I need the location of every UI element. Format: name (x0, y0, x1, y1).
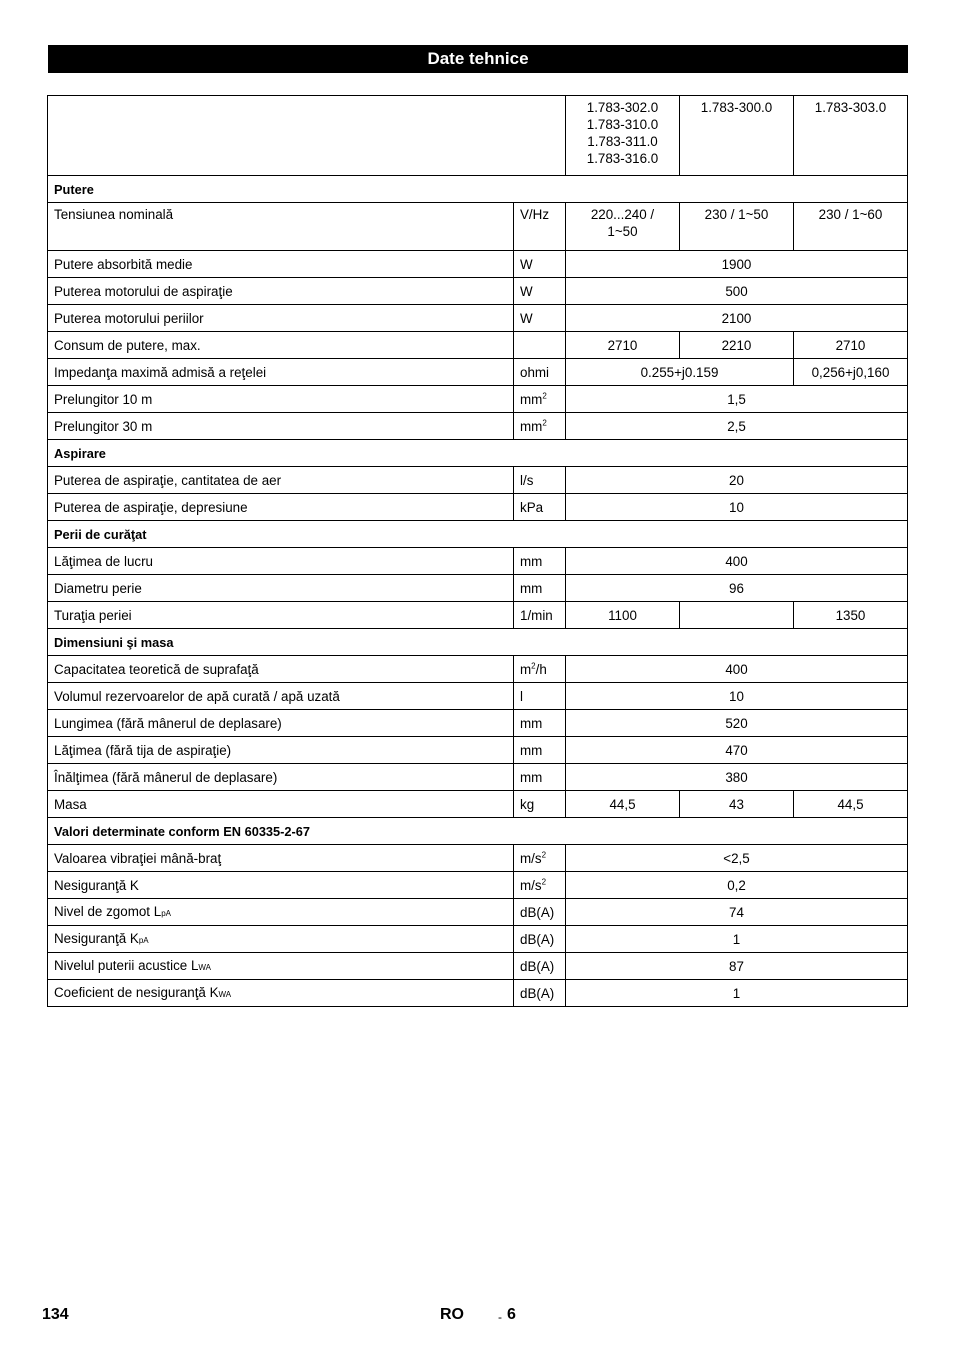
row-value: 1100 (566, 602, 680, 629)
row-unit: ohmi (514, 359, 566, 386)
row-unit: mm (514, 737, 566, 764)
language-code: RO (440, 1306, 464, 1323)
table-row (48, 899, 908, 926)
row-unit: $m^2/h$ (514, 656, 566, 683)
row-label: Prelungitor 30 m (48, 413, 514, 440)
row-label: Nesiguranţă KpA (48, 926, 514, 953)
row-unit: $m/s^2$ (514, 872, 566, 899)
row-value: 230 / 1~50 (680, 203, 794, 251)
table-row (48, 305, 908, 332)
table-row (48, 710, 908, 737)
row-unit: mm (514, 764, 566, 791)
row-value: 44,5 (566, 791, 680, 818)
row-label: Nivelul puterii acustice LWA (48, 953, 514, 980)
table-row (48, 467, 908, 494)
table-row (48, 278, 908, 305)
row-value: 74 (566, 899, 908, 926)
model-header-row (48, 96, 908, 176)
row-label: Puterea motorului periilor (48, 305, 514, 332)
row-value: 96 (566, 575, 908, 602)
row-value: 1350 (794, 602, 908, 629)
row-label: Lungimea (fără mânerul de deplasare) (48, 710, 514, 737)
row-unit (514, 332, 566, 359)
row-value: 500 (566, 278, 908, 305)
table-row (48, 953, 908, 980)
page-title: Date tehnice (48, 45, 908, 73)
row-value: 1900 (566, 251, 908, 278)
row-label: Volumul rezervoarelor de apă curată / apă uzată (48, 683, 514, 710)
row-unit: dB(A) (514, 926, 566, 953)
table-row (48, 359, 908, 386)
row-value: 380 (566, 764, 908, 791)
row-unit: V/Hz (514, 203, 566, 251)
row-label: Nesiguranţă K (48, 872, 514, 899)
row-unit: W (514, 251, 566, 278)
table-row (48, 656, 908, 683)
row-label: Masa (48, 791, 514, 818)
model-number: 1.783-311.0 (587, 134, 658, 149)
row-unit: l (514, 683, 566, 710)
row-unit: 1/min (514, 602, 566, 629)
row-label: Putere absorbită medie (48, 251, 514, 278)
row-value: <2,5 (566, 845, 908, 872)
row-label: Puterea motorului de aspiraţie (48, 278, 514, 305)
table-row (48, 791, 908, 818)
page-number: 134 (42, 1306, 69, 1323)
row-value: 0.255+j0.159 (566, 359, 794, 386)
row-value: 10 (566, 683, 908, 710)
section-heading: Valori determinate conform EN 60335-2-67 (48, 818, 908, 845)
row-unit: dB(A) (514, 953, 566, 980)
table-row (48, 251, 908, 278)
section-heading: Perii de curăţat (48, 521, 908, 548)
row-value: 44,5 (794, 791, 908, 818)
row-value: 220...240 / 1~50 (566, 203, 680, 251)
row-label: Turaţia periei (48, 602, 514, 629)
table-row (48, 872, 908, 899)
row-label: Lăţimea (fără tija de aspiraţie) (48, 737, 514, 764)
row-unit: W (514, 305, 566, 332)
row-value: 400 (566, 656, 908, 683)
model-number: 1.783-310.0 (586, 117, 659, 132)
row-unit: $mm^2$ (514, 413, 566, 440)
row-unit: mm (514, 548, 566, 575)
row-value: 10 (566, 494, 908, 521)
row-label: Tensiunea nominală (48, 203, 514, 251)
row-value: 1 (566, 980, 908, 1007)
row-value (680, 602, 794, 629)
row-label: Puterea de aspiraţie, cantitatea de aer (48, 467, 514, 494)
row-value: 1,5 (566, 386, 908, 413)
section-heading: Putere (48, 176, 908, 203)
row-label: Puterea de aspiraţie, depresiune (48, 494, 514, 521)
row-unit: l/s (514, 467, 566, 494)
row-unit: $m/s^2$ (514, 845, 566, 872)
row-value: 520 (566, 710, 908, 737)
row-label: Consum de putere, max. (48, 332, 514, 359)
section-page-number: 6 (507, 1306, 516, 1323)
row-unit: kPa (514, 494, 566, 521)
table-row (48, 548, 908, 575)
row-value: 400 (566, 548, 908, 575)
model-number: 1.783-302.0 (586, 100, 659, 115)
model-col-3: 1.783-303.0 (794, 96, 908, 176)
page-separator: - (498, 1310, 502, 1324)
row-value: 2710 (794, 332, 908, 359)
table-row (48, 386, 908, 413)
row-label: Coeficient de nesiguranţă KWA (48, 980, 514, 1007)
row-label: Valoarea vibraţiei mână-braţ (48, 845, 514, 872)
row-label: Nivel de zgomot LpA (48, 899, 514, 926)
row-unit: kg (514, 791, 566, 818)
row-unit: dB(A) (514, 980, 566, 1007)
row-value: 20 (566, 467, 908, 494)
row-value: 2710 (566, 332, 680, 359)
row-label: Lăţimea de lucru (48, 548, 514, 575)
table-row (48, 980, 908, 1007)
table-row (48, 413, 908, 440)
row-value: 2100 (566, 305, 908, 332)
section-heading: Dimensiuni şi masa (48, 629, 908, 656)
row-value: 87 (566, 953, 908, 980)
table-row (48, 845, 908, 872)
empty-header-cell (48, 96, 566, 176)
table-row (48, 203, 908, 251)
table-row (48, 332, 908, 359)
model-col-2: 1.783-300.0 (680, 96, 794, 176)
row-unit: W (514, 278, 566, 305)
table-row (48, 575, 908, 602)
row-value: 2210 (680, 332, 794, 359)
row-label: Capacitatea teoretică de suprafaţă (48, 656, 514, 683)
table-row (48, 602, 908, 629)
row-value: 230 / 1~60 (794, 203, 908, 251)
table-row (48, 494, 908, 521)
row-label: Prelungitor 10 m (48, 386, 514, 413)
row-value: 43 (680, 791, 794, 818)
section-heading: Aspirare (48, 440, 908, 467)
technical-data-table (47, 95, 908, 1007)
row-value: 2,5 (566, 413, 908, 440)
row-label: Înălţimea (fără mânerul de deplasare) (48, 764, 514, 791)
row-unit: $mm^2$ (514, 386, 566, 413)
row-unit: dB(A) (514, 899, 566, 926)
table-row (48, 737, 908, 764)
row-value: 0,256+j0,160 (794, 359, 908, 386)
row-value: 470 (566, 737, 908, 764)
row-unit: mm (514, 575, 566, 602)
table-row (48, 683, 908, 710)
row-value: 1 (566, 926, 908, 953)
model-col-1 (566, 96, 680, 176)
model-number: 1.783-316.0 (586, 151, 659, 166)
row-unit: mm (514, 710, 566, 737)
table-row (48, 764, 908, 791)
row-value: 0,2 (566, 872, 908, 899)
row-label: Diametru perie (48, 575, 514, 602)
row-label: Impedanţa maximă admisă a reţelei (48, 359, 514, 386)
table-row (48, 926, 908, 953)
